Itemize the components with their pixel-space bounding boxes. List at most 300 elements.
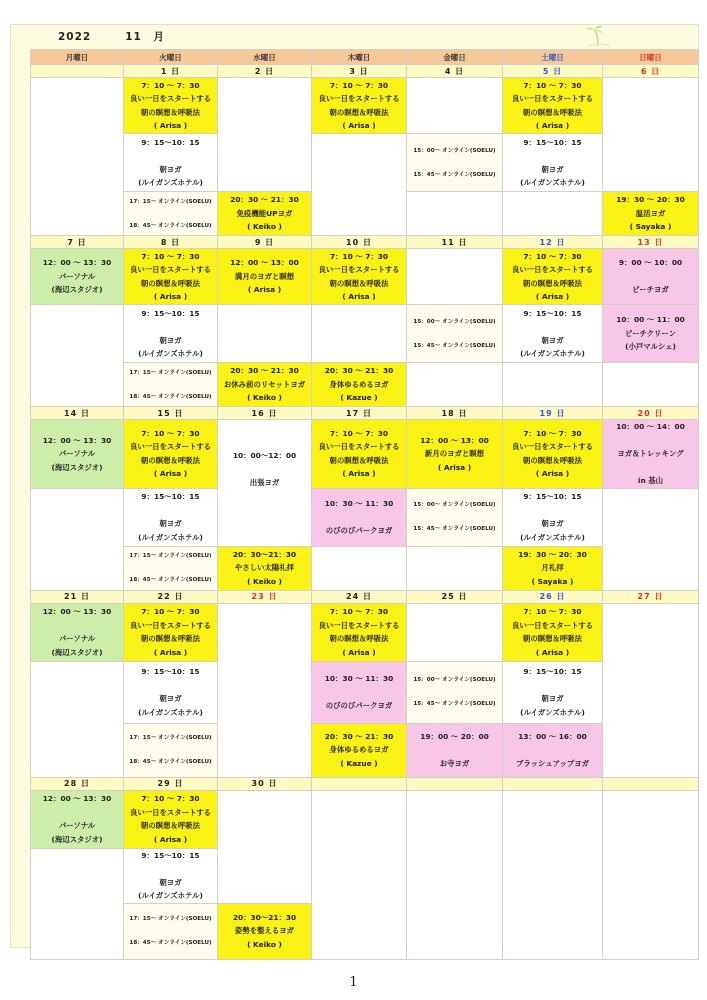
event-line: 9：00 〜 10：00 — [618, 258, 683, 268]
empty-cell — [603, 603, 699, 777]
event-line: 18：45〜 オンライン(SOELU) — [129, 393, 212, 400]
weekday-header: 金曜日 — [407, 50, 503, 65]
event-line: 身体ゆるめるヨガ — [329, 745, 389, 755]
date-row — [31, 236, 699, 249]
event-line: 9：15〜10：15 — [523, 667, 582, 676]
event-line: (ルイガンズホテル) — [138, 178, 203, 187]
date-label: 14 日 — [31, 407, 124, 420]
date-label: 8 日 — [124, 236, 218, 249]
event-line: 7：10 〜 7：30 — [141, 794, 200, 803]
event-cell — [312, 488, 407, 546]
event-line: 朝の瞑想＆呼吸法 — [329, 634, 389, 643]
event-line: 20：30 〜 21：30 — [230, 195, 299, 205]
event-line: 15：00〜 オンライン(SOELU) — [413, 147, 496, 154]
date-label: 9 日 — [218, 236, 312, 249]
event-line — [649, 461, 652, 475]
event-line: 良い一日をスタートする — [318, 94, 400, 103]
event-line: やさしい太陽礼拝 — [234, 563, 295, 573]
event-line: ( Keiko ) — [247, 939, 282, 949]
slot-row — [31, 790, 699, 848]
event-line: 7：10 〜 7：30 — [523, 80, 582, 90]
event-line: 7：10 〜 7：30 — [141, 251, 200, 261]
event-line — [551, 504, 554, 518]
event-line — [454, 686, 456, 698]
title-month: 11 月 — [125, 31, 165, 43]
event-cell — [407, 420, 503, 489]
event-line: 7：10 〜 7：30 — [329, 607, 389, 616]
event-line: 免疫機能UPヨガ — [236, 208, 293, 218]
event-line — [169, 149, 172, 163]
event-line — [551, 149, 554, 163]
event-line: 7：10 〜 7：30 — [329, 428, 389, 438]
event-line: お寺ヨガ — [439, 758, 470, 768]
event-cell — [503, 661, 603, 723]
event-cell — [124, 603, 218, 661]
event-line: 9：15〜10：15 — [141, 137, 200, 147]
event-line: ( Sayaka ) — [531, 576, 574, 586]
event-line: 20：30 〜 21：30 — [230, 366, 299, 376]
event-line: 10：00〜12：00 — [232, 451, 297, 460]
event-cell — [407, 134, 503, 192]
event-line: ( Keiko ) — [247, 393, 282, 403]
event-line: 19：30 〜 20：30 — [616, 195, 685, 205]
event-cell — [31, 603, 124, 661]
event-line: 17：15〜 オンライン(SOELU) — [129, 916, 212, 922]
page-title — [58, 29, 165, 44]
event-line — [169, 862, 172, 876]
event-line: 朝の瞑想＆呼吸法 — [329, 455, 389, 465]
event-line: ( Arisa ) — [342, 292, 376, 301]
event-line: パーソナル — [58, 634, 96, 643]
date-label: 1 日 — [124, 65, 218, 78]
event-cell — [218, 420, 312, 547]
event-line: 13：00 〜 16：00 — [518, 731, 587, 741]
event-line: 17：15〜 オンライン(SOELU) — [129, 369, 212, 376]
empty-cell — [31, 848, 124, 959]
event-line: 12：00 〜 13：00 — [230, 258, 299, 268]
event-cell — [312, 661, 407, 723]
slot-row — [31, 249, 699, 305]
event-line — [170, 744, 172, 756]
event-line — [76, 619, 79, 633]
event-line: 20：30〜21：30 — [232, 912, 297, 922]
date-label: 20 日 — [603, 407, 699, 420]
event-cell — [31, 249, 124, 305]
event-line: のびのびパークヨガ — [325, 700, 393, 710]
event-line: 朝の瞑想＆呼吸法 — [522, 455, 583, 465]
calendar-body — [31, 65, 699, 960]
date-label: 16 日 — [218, 407, 312, 420]
event-line: 朝の瞑想＆呼吸法 — [522, 278, 583, 288]
event-line: 朝の瞑想＆呼吸法 — [140, 278, 201, 288]
slot-row — [31, 420, 699, 489]
event-line: 12：00 〜 13：30 — [42, 607, 112, 616]
event-line: 朝ヨガ — [159, 877, 182, 887]
event-cell — [124, 903, 218, 959]
date-label: 18 日 — [407, 407, 503, 420]
date-label: 27 日 — [603, 590, 699, 603]
event-line: 良い一日をスタートする — [129, 442, 212, 452]
event-cell — [407, 488, 503, 546]
event-cell — [503, 78, 603, 134]
event-line — [453, 743, 456, 757]
event-line: 7：10 〜 7：30 — [141, 428, 200, 438]
event-cell — [407, 723, 503, 777]
empty-cell — [218, 78, 312, 192]
event-line: お休み前のリセットヨガ — [223, 379, 306, 389]
date-label: 4 日 — [407, 65, 503, 78]
slot-row — [31, 603, 699, 661]
date-label: 24 日 — [312, 590, 407, 603]
event-line: ( Arisa ) — [153, 647, 188, 657]
slot-row — [31, 546, 699, 590]
slot-row — [31, 363, 699, 407]
empty-cell — [503, 363, 603, 407]
date-label: 25 日 — [407, 590, 503, 603]
date-label — [31, 65, 124, 78]
date-row — [31, 590, 699, 603]
event-line: 良い一日をスタートする — [129, 620, 212, 630]
event-line: in 基山 — [637, 476, 664, 485]
event-line: ( Arisa ) — [153, 292, 188, 301]
event-cell — [218, 363, 312, 407]
empty-cell — [603, 790, 699, 959]
event-line: 18：45〜 オンライン(SOELU) — [129, 759, 212, 765]
event-line: 良い一日をスタートする — [318, 265, 400, 274]
event-line: 満月のヨガと瞑想 — [234, 271, 295, 281]
event-line: 17：15〜 オンライン(SOELU) — [129, 198, 212, 205]
event-cell — [31, 790, 124, 848]
event-line — [76, 806, 79, 820]
empty-cell — [312, 790, 407, 959]
event-cell — [124, 420, 218, 489]
event-line: 良い一日をスタートする — [511, 94, 594, 103]
event-line: (ルイガンズホテル) — [520, 532, 585, 542]
empty-cell — [503, 790, 603, 959]
event-line: (ルイガンズホテル) — [520, 349, 585, 358]
event-line: (海辺スタジオ) — [51, 285, 103, 295]
event-cell — [312, 420, 407, 489]
event-line: (ルイガンズホテル) — [138, 707, 203, 717]
event-line — [454, 328, 456, 340]
event-line: 20：30 〜 21：30 — [324, 366, 394, 376]
event-line: 朝ヨガ — [541, 519, 564, 528]
event-line: 良い一日をスタートする — [129, 807, 212, 817]
empty-cell — [31, 661, 124, 777]
event-line: 身体ゆるめるヨガ — [329, 379, 389, 389]
event-line: 9：15〜10：15 — [141, 850, 200, 860]
event-line: 出張ヨガ — [249, 478, 280, 487]
weekday-header: 土曜日 — [503, 50, 603, 65]
event-line: 朝ヨガ — [541, 694, 564, 703]
date-label: 26 日 — [503, 590, 603, 603]
event-line — [454, 157, 456, 169]
event-line: ( Arisa ) — [153, 469, 188, 479]
event-line: 朝の瞑想＆呼吸法 — [140, 107, 201, 117]
event-line: 15：00〜 オンライン(SOELU) — [413, 318, 496, 325]
event-line: 19：00 〜 20：00 — [420, 731, 489, 741]
event-cell — [407, 305, 503, 363]
event-line: ( Arisa ) — [247, 285, 282, 295]
event-line: 20：30 〜 21：30 — [324, 731, 394, 741]
event-cell — [124, 134, 218, 192]
event-line: (ルイガンズホテル) — [520, 707, 585, 717]
event-line — [169, 320, 172, 334]
event-line: 18：45〜 オンライン(SOELU) — [129, 940, 212, 946]
empty-cell — [312, 546, 407, 590]
event-line: 良い一日をスタートする — [511, 620, 594, 630]
event-line: 7：10 〜 7：30 — [329, 80, 389, 90]
event-line: 朝ヨガ — [159, 164, 182, 174]
event-line: 朝ヨガ — [541, 335, 564, 345]
event-line: ( Arisa ) — [535, 647, 570, 657]
event-line — [170, 208, 172, 220]
event-line: 17：15〜 オンライン(SOELU) — [129, 735, 212, 741]
event-line: のびのびパークヨガ — [325, 525, 393, 535]
event-line: ( Arisa ) — [153, 834, 188, 844]
event-line: (海辺スタジオ) — [51, 462, 103, 472]
event-line: 新月のヨガと瞑想 — [424, 449, 485, 458]
date-label: 22 日 — [124, 590, 218, 603]
slot-row — [31, 488, 699, 546]
palm-tree-icon — [584, 24, 614, 48]
weekday-header: 月曜日 — [31, 50, 124, 65]
empty-cell — [407, 78, 503, 134]
event-line: 18：45〜 オンライン(SOELU) — [129, 577, 212, 583]
event-cell — [603, 305, 699, 363]
event-line: 15：45〜 オンライン(SOELU) — [413, 171, 496, 178]
event-line: パーソナル — [58, 449, 96, 458]
event-line: ブラッシュアップヨガ — [515, 758, 590, 768]
event-line — [169, 504, 172, 518]
date-label — [312, 777, 407, 790]
event-cell — [407, 661, 503, 723]
event-line — [358, 510, 361, 524]
event-line: 姿勢を整えるヨガ — [234, 926, 295, 936]
event-line: ( Arisa ) — [535, 121, 570, 130]
event-line: (ルイガンズホテル) — [138, 532, 203, 542]
event-line: 良い一日をスタートする — [511, 265, 594, 274]
event-line: (ルイガンズホテル) — [520, 178, 585, 187]
event-cell — [124, 661, 218, 723]
page-number: 1 — [349, 975, 358, 990]
date-label: 30 日 — [218, 777, 312, 790]
event-line: 朝ヨガ — [159, 519, 182, 528]
event-cell — [124, 723, 218, 777]
event-line — [263, 490, 266, 504]
event-cell — [503, 723, 603, 777]
empty-cell — [312, 134, 407, 236]
event-cell — [218, 192, 312, 236]
date-label: 6 日 — [603, 65, 699, 78]
event-cell — [218, 903, 312, 959]
date-label — [503, 777, 603, 790]
empty-cell — [407, 192, 503, 236]
event-line: (ルイガンズホテル) — [138, 349, 203, 358]
empty-cell — [218, 305, 312, 363]
event-line: 12：00 〜 13：30 — [42, 258, 112, 268]
slot-row — [31, 661, 699, 723]
empty-cell — [218, 603, 312, 777]
event-line: (ルイガンズホテル) — [138, 891, 203, 900]
event-cell — [124, 305, 218, 363]
date-label: 19 日 — [503, 407, 603, 420]
event-line: 10：00 〜 14：00 — [616, 422, 685, 431]
event-cell — [312, 363, 407, 407]
event-line — [649, 434, 652, 448]
event-cell — [503, 305, 603, 363]
event-cell — [218, 249, 312, 305]
event-line — [170, 562, 172, 574]
slot-row — [31, 305, 699, 363]
event-cell — [124, 488, 218, 546]
event-line — [551, 679, 554, 693]
event-cell — [503, 546, 603, 590]
event-line: 15：00〜 オンライン(SOELU) — [413, 502, 496, 508]
date-label — [603, 777, 699, 790]
event-line: 月礼拝 — [541, 563, 564, 573]
event-cell — [124, 192, 218, 236]
event-line: 良い一日をスタートする — [129, 94, 212, 103]
event-line: 7：10 〜 7：30 — [523, 607, 582, 616]
slot-row — [31, 134, 699, 192]
event-line — [454, 511, 456, 523]
event-line: ヨガ＆トレッキング — [617, 449, 684, 458]
event-line: 15：45〜 オンライン(SOELU) — [413, 342, 496, 349]
event-cell — [503, 134, 603, 192]
event-line: ( Arisa ) — [437, 462, 472, 472]
date-label: 29 日 — [124, 777, 218, 790]
event-line: 12：00 〜 13：30 — [42, 794, 112, 803]
event-line: 10：00 〜 11：00 — [616, 315, 685, 325]
event-cell — [603, 249, 699, 305]
empty-cell — [407, 790, 503, 959]
event-cell — [124, 546, 218, 590]
event-cell — [312, 723, 407, 777]
date-label: 3 日 — [312, 65, 407, 78]
event-line: 良い一日をスタートする — [511, 442, 594, 452]
event-line — [551, 743, 554, 757]
event-line — [551, 320, 554, 334]
event-cell — [218, 546, 312, 590]
event-line: 朝ヨガ — [159, 335, 182, 345]
date-label: 2 日 — [218, 65, 312, 78]
event-line: ( Sayaka ) — [629, 222, 672, 232]
event-line — [170, 925, 172, 937]
date-label: 13 日 — [603, 236, 699, 249]
event-line: ( Arisa ) — [342, 647, 376, 657]
empty-cell — [407, 546, 503, 590]
event-line: パーソナル — [58, 821, 96, 830]
event-line: ( Arisa ) — [535, 292, 570, 301]
weekday-header-row — [31, 50, 699, 65]
event-line: 7：10 〜 7：30 — [523, 428, 582, 438]
event-line: 20：30〜21：30 — [232, 549, 297, 559]
event-line: 19：30 〜 20：30 — [518, 549, 587, 559]
event-line: ( Kazue ) — [340, 393, 378, 403]
event-line: 朝の瞑想＆呼吸法 — [522, 107, 583, 117]
event-line: (海辺スタジオ) — [51, 834, 103, 844]
date-label: 10 日 — [312, 236, 407, 249]
event-line: 9：15〜10：15 — [141, 308, 200, 318]
event-line: パーソナル — [58, 271, 96, 281]
empty-cell — [407, 249, 503, 305]
empty-cell — [31, 78, 124, 236]
event-line: 7：10 〜 7：30 — [329, 251, 389, 261]
date-label: 23 日 — [218, 590, 312, 603]
event-line: 良い一日をスタートする — [318, 620, 400, 630]
empty-cell — [218, 790, 312, 903]
event-line: (海辺スタジオ) — [51, 647, 103, 657]
empty-cell — [603, 488, 699, 590]
calendar-table — [30, 49, 699, 960]
event-line: 15：00〜 オンライン(SOELU) — [413, 677, 496, 683]
event-cell — [503, 249, 603, 305]
event-line: ビーチヨガ — [632, 285, 669, 295]
event-cell — [503, 420, 603, 489]
empty-cell — [407, 603, 503, 661]
empty-cell — [603, 78, 699, 192]
event-line: ( Keiko ) — [247, 222, 282, 232]
event-line: 7：10 〜 7：30 — [523, 251, 582, 261]
date-label: 28 日 — [31, 777, 124, 790]
event-line: 10：30 〜 11：30 — [324, 673, 394, 683]
event-line: ( Keiko ) — [247, 576, 282, 586]
empty-cell — [31, 305, 124, 407]
event-line: 17：15〜 オンライン(SOELU) — [129, 553, 212, 559]
event-line: 9：15〜10：15 — [141, 492, 200, 501]
empty-cell — [312, 305, 407, 363]
event-line: 12：00 〜 13：30 — [42, 435, 112, 445]
empty-cell — [407, 363, 503, 407]
event-line: ( Arisa ) — [535, 469, 570, 479]
event-cell — [124, 790, 218, 848]
event-cell — [124, 249, 218, 305]
event-line: 朝の瞑想＆呼吸法 — [329, 107, 389, 117]
event-line: (小戸マルシェ) — [625, 342, 676, 352]
event-cell — [312, 603, 407, 661]
event-cell — [312, 249, 407, 305]
date-label: 5 日 — [503, 65, 603, 78]
date-label: 21 日 — [31, 590, 124, 603]
event-line: 9：15〜10：15 — [523, 492, 582, 501]
date-row — [31, 65, 699, 78]
event-cell — [124, 78, 218, 134]
event-line — [358, 685, 361, 699]
event-cell — [603, 420, 699, 489]
event-line: ( Arisa ) — [342, 121, 376, 130]
date-label: 12 日 — [503, 236, 603, 249]
event-line: 朝ヨガ — [159, 694, 182, 703]
event-cell — [312, 78, 407, 134]
event-line: 朝の瞑想＆呼吸法 — [140, 634, 201, 643]
weekday-header: 木曜日 — [312, 50, 407, 65]
date-label: 11 日 — [407, 236, 503, 249]
date-row — [31, 407, 699, 420]
slot-row — [31, 78, 699, 134]
event-line: ( Kazue ) — [340, 758, 378, 768]
title-year: 2022 — [58, 31, 92, 43]
event-line — [649, 270, 652, 284]
event-line: 朝の瞑想＆呼吸法 — [140, 455, 201, 465]
event-line: 7：10 〜 7：30 — [141, 607, 200, 616]
event-line: 朝の瞑想＆呼吸法 — [522, 634, 583, 643]
event-line: 7：10 〜 7：30 — [141, 80, 200, 90]
date-label: 7 日 — [31, 236, 124, 249]
event-line: 9：15〜10：15 — [523, 137, 582, 147]
event-line: 良い一日をスタートする — [129, 265, 212, 274]
event-line: 朝ヨガ — [541, 164, 564, 174]
